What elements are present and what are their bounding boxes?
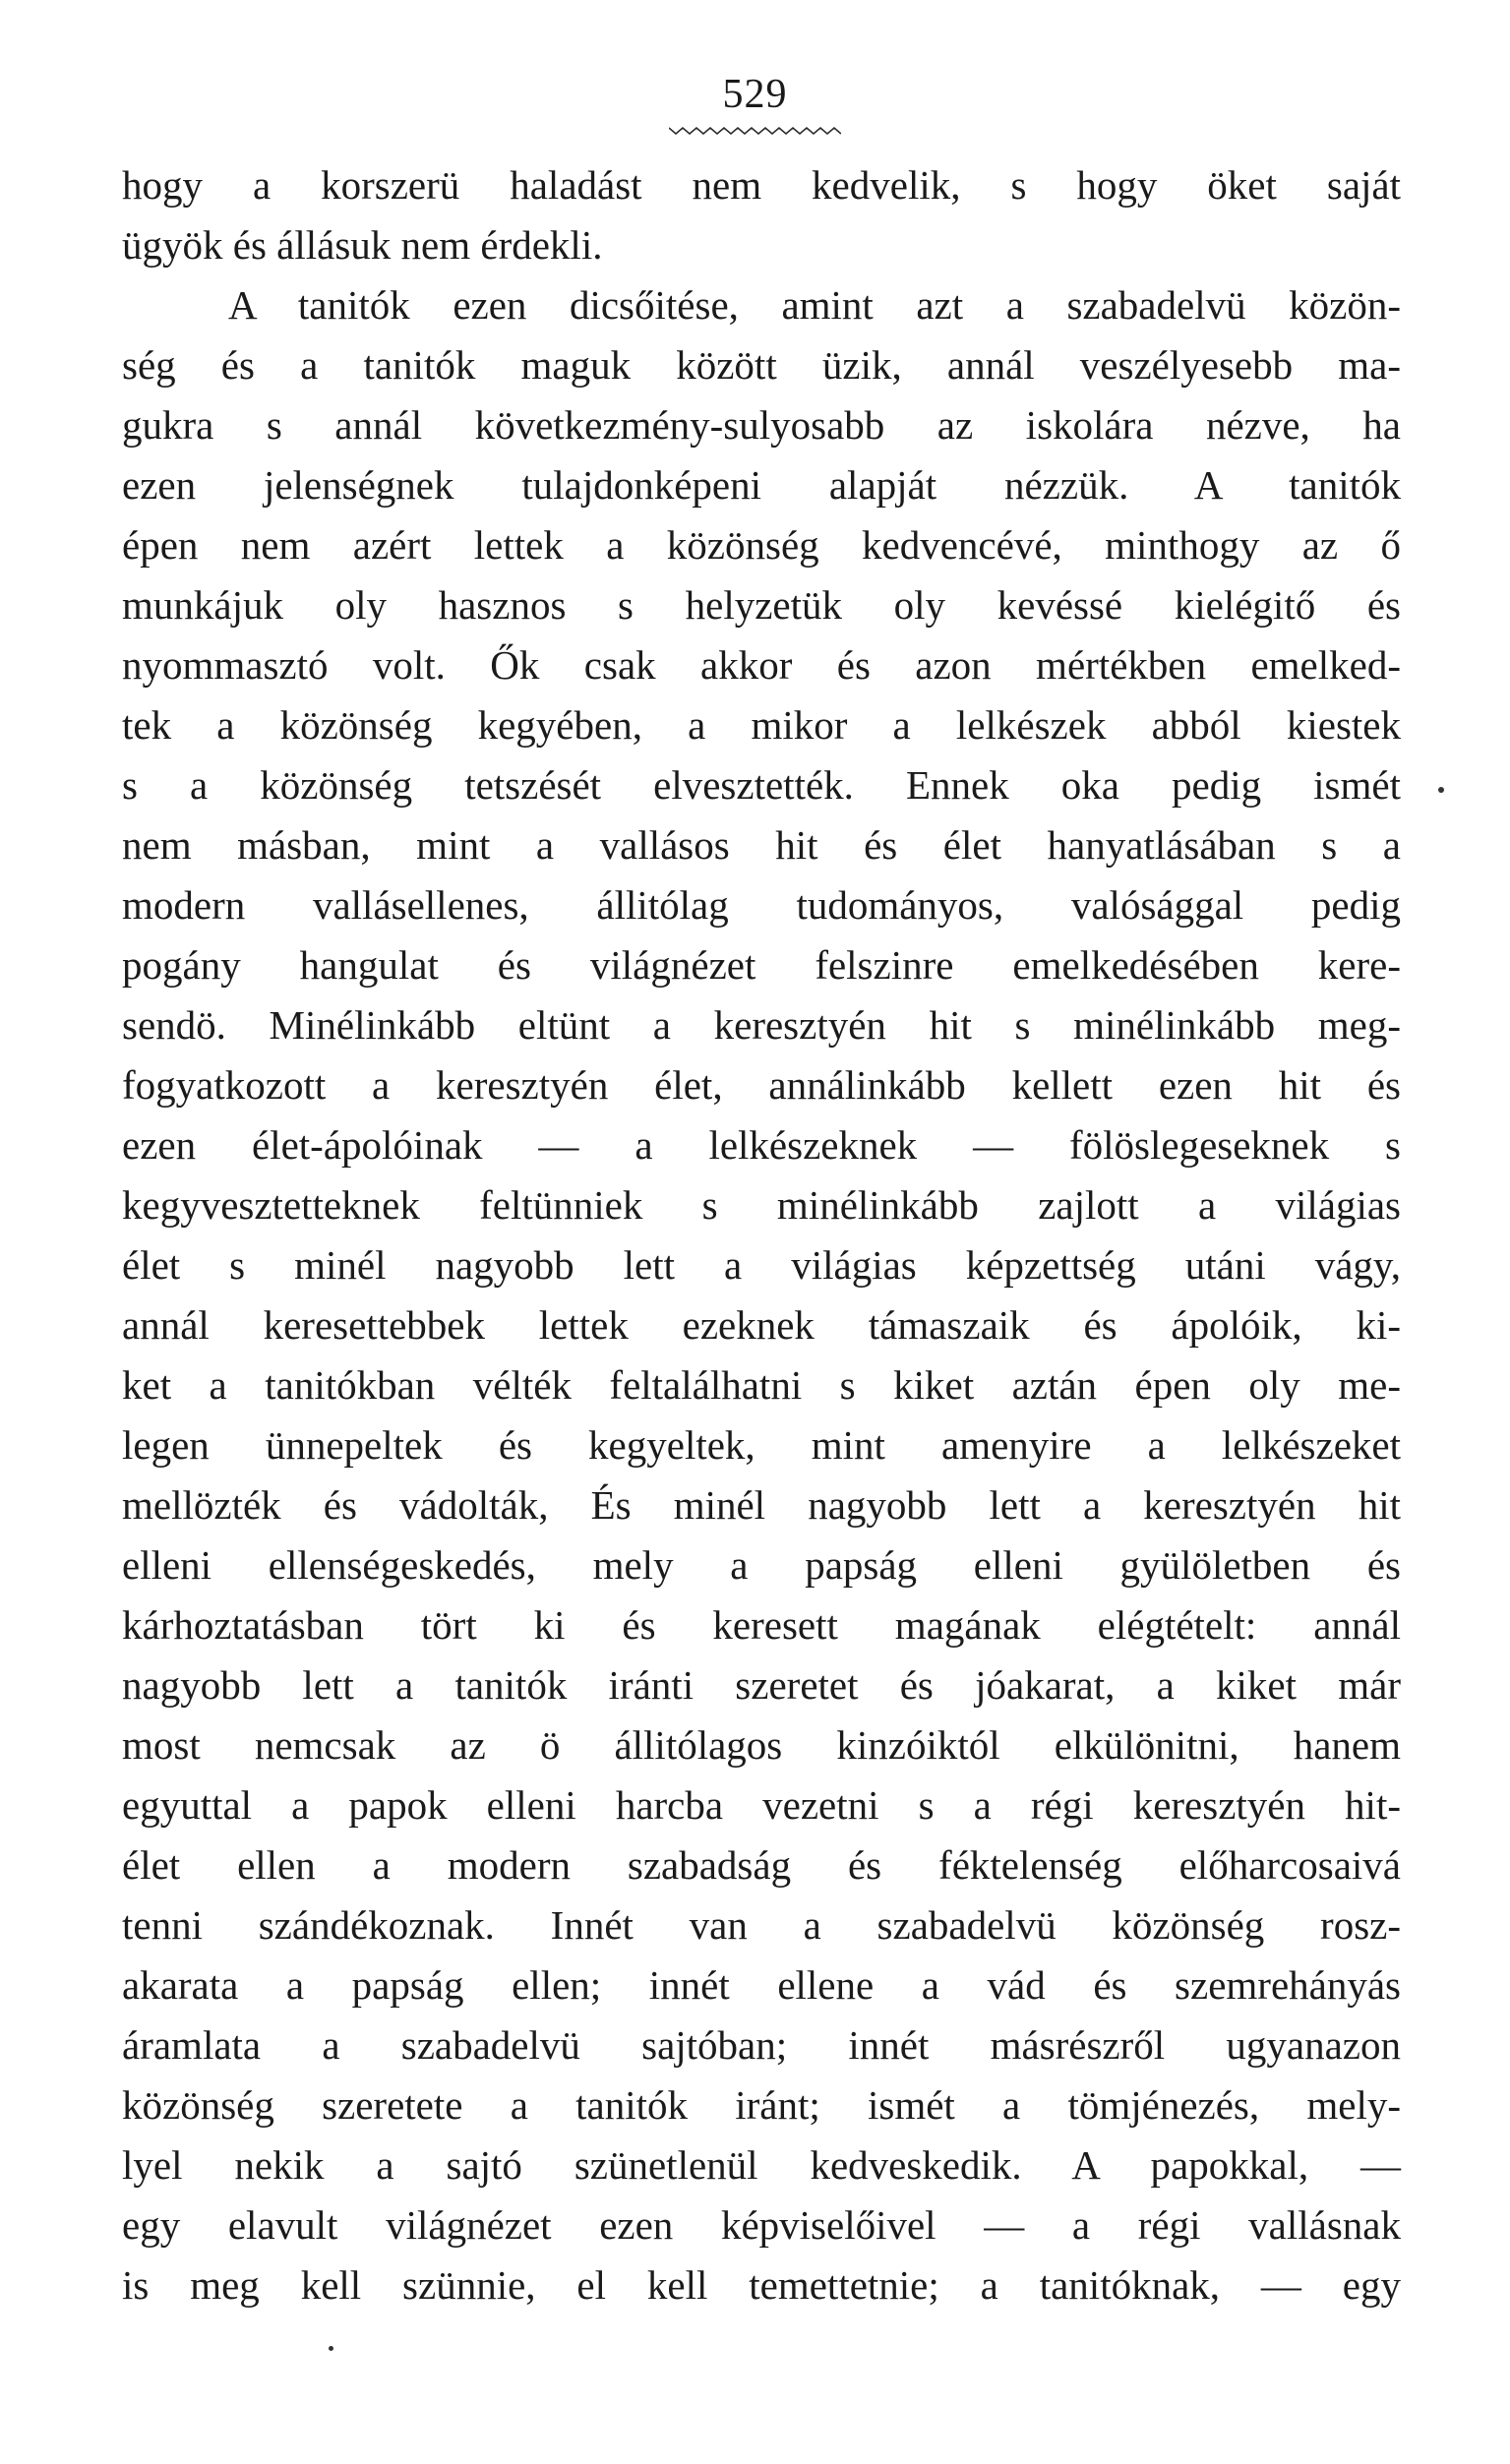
text-line: közönség szeretete a tanitók iránt; ismét a tömjénezés, mely- <box>122 2082 1401 2128</box>
text-line: nem másban, mint a vallásos hit és élet hanyatlásában s a <box>122 822 1401 868</box>
text-line: ket a tanitókban vélték feltalálhatni s kiket aztán épen oly me- <box>122 1362 1401 1408</box>
text-line: tenni szándékoznak. Innét van a szabadelvü közönség rosz- <box>122 1902 1401 1948</box>
text-line: tek a közönség kegyében, a mikor a lelkészek abból kiestek <box>122 702 1401 748</box>
ink-speck <box>329 2346 333 2351</box>
page-number: 529 <box>722 72 788 117</box>
text-line: gukra s annál következmény-sulyosabb az iskolára nézve, ha <box>122 402 1401 448</box>
text-line: áramlata a szabadelvü sajtóban; innét másrészről ugyanazon <box>122 2022 1401 2068</box>
text-line: munkájuk oly hasznos s helyzetük oly kevéssé kielégitő és <box>122 582 1401 628</box>
text-line: legen ünnepeltek és kegyeltek, mint amenyire a lelkészeket <box>122 1422 1401 1468</box>
text-line: fogyatkozott a keresztyén élet, annálinkább kellett ezen hit és <box>122 1062 1401 1108</box>
page-number-ornament <box>669 126 841 136</box>
ink-speck <box>1438 787 1444 793</box>
text-line: s a közönség tetszését elvesztették. Ennek oka pedig ismét <box>122 762 1401 808</box>
text-line: ezen élet-ápolóinak — a lelkészeknek — fölöslegeseknek s <box>122 1122 1401 1168</box>
text-line: nyommasztó volt. Ők csak akkor és azon mértékben emelked- <box>122 642 1401 688</box>
text-line: akarata a papság ellen; innét ellene a vád és szemrehányás <box>122 1962 1401 2008</box>
text-line: pogány hangulat és világnézet felszinre emelkedésében kere- <box>122 942 1401 988</box>
text-line: sendö. Minélinkább eltünt a keresztyén hit s minélinkább meg- <box>122 1002 1401 1048</box>
text-line: hogy a korszerü haladást nem kedvelik, s hogy öket saját <box>122 162 1401 208</box>
text-line: nagyobb lett a tanitók iránti szeretet és jóakarat, a kiket már <box>122 1662 1401 1708</box>
body-text <box>122 155 1401 2315</box>
text-line: A tanitók ezen dicsőitése, amint azt a szabadelvü közön- <box>228 282 1401 328</box>
text-line: élet s minél nagyobb lett a világias képzettség utáni vágy, <box>122 1242 1401 1288</box>
text-line: kárhoztatásban tört ki és keresett magának elégtételt: annál <box>122 1602 1401 1648</box>
text-line: annál keresettebbek lettek ezeknek támaszaik és ápolóik, ki- <box>122 1302 1401 1348</box>
text-line: épen nem azért lettek a közönség kedvencévé, minthogy az ő <box>122 522 1401 568</box>
text-line: kegyvesztetteknek feltünniek s minélinkább zajlott a világias <box>122 1182 1401 1228</box>
text-line: ügyök és állásuk nem érdekli. <box>122 222 603 268</box>
text-line: mellözték és vádolták, És minél nagyobb lett a keresztyén hit <box>122 1482 1401 1528</box>
text-line: egy elavult világnézet ezen képviselőivel — a régi vallásnak <box>122 2202 1401 2248</box>
text-line: most nemcsak az ö állitólagos kinzóiktól elkülönitni, hanem <box>122 1722 1401 1768</box>
text-line: is meg kell szünnie, el kell temettetnie; a tanitóknak, — egy <box>122 2262 1401 2308</box>
text-line: elleni ellenségeskedés, mely a papság elleni gyülöletben és <box>122 1542 1401 1588</box>
text-line: ezen jelenségnek tulajdonképeni alapját nézzük. A tanitók <box>122 462 1401 508</box>
text-line: élet ellen a modern szabadság és féktelenség előharcosaivá <box>122 1842 1401 1888</box>
text-line: lyel nekik a sajtó szünetlenül kedveskedik. A papokkal, — <box>122 2142 1401 2188</box>
text-line: modern vallásellenes, állitólag tudományos, valósággal pedig <box>122 882 1401 928</box>
text-line: egyuttal a papok elleni harcba vezetni s a régi keresztyén hit- <box>122 1782 1401 1828</box>
text-line: ség és a tanitók maguk között üzik, annál veszélyesebb ma- <box>122 342 1401 388</box>
